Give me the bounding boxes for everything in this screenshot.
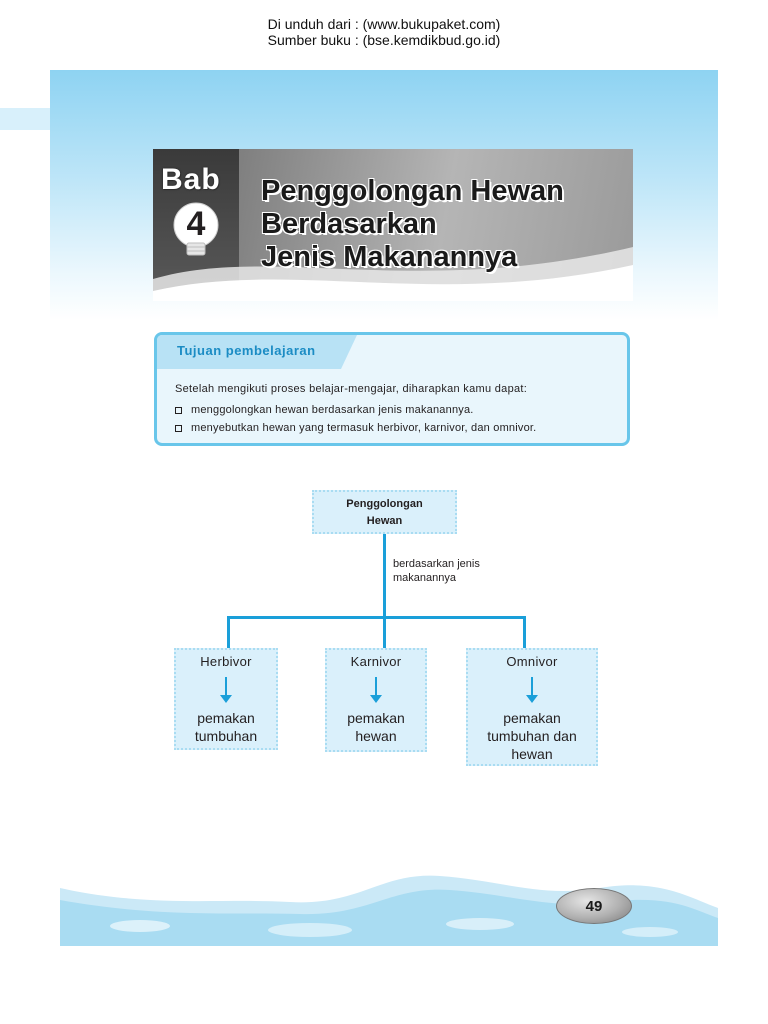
source-line-book: Sumber buku : (bse.kemdikbud.go.id) xyxy=(267,32,501,48)
category-description xyxy=(468,709,596,763)
page-number-badge: 49 xyxy=(556,888,632,924)
chapter-title xyxy=(261,175,631,274)
arrow-down-icon xyxy=(526,677,538,703)
category-node-omnivor xyxy=(466,648,598,766)
chapter-title-line-1: Penggolongan Hewan xyxy=(261,175,564,207)
chapter-title-line-2: Berdasarkan xyxy=(261,208,437,240)
learning-goals-list xyxy=(175,401,536,437)
root-node-line-1: Penggolongan xyxy=(346,498,423,510)
arrow-down-icon xyxy=(370,677,382,703)
list-item xyxy=(175,401,536,419)
category-node-herbivor xyxy=(174,648,278,750)
list-item xyxy=(175,419,536,437)
square-bullet-icon xyxy=(175,425,182,432)
square-bullet-icon xyxy=(175,407,182,414)
learning-goals-box xyxy=(154,332,630,446)
connector-to-omnivor xyxy=(523,616,526,648)
goal-text: menyebutkan hewan yang termasuk herbivor, karnivor, dan omnivor. xyxy=(191,422,537,434)
connector-horizontal xyxy=(227,616,526,619)
connector-vertical-root xyxy=(383,534,386,618)
category-node-karnivor xyxy=(325,648,427,752)
chapter-banner xyxy=(153,149,633,301)
chapter-number: 4 xyxy=(186,205,206,243)
root-node-line-2: Hewan xyxy=(366,515,403,527)
category-desc-line: tumbuhan xyxy=(194,728,258,744)
learning-goals-intro: Setelah mengikuti proses belajar-mengajar, diharapkan kamu dapat: xyxy=(175,383,528,395)
edge-label-line-2: makanannya xyxy=(393,572,456,584)
category-desc-line: hewan xyxy=(355,728,397,744)
category-name: Omnivor xyxy=(506,654,558,669)
chapter-title-line-3: Jenis Makanannya xyxy=(261,241,518,273)
category-desc-line: tumbuhan dan xyxy=(487,728,577,744)
category-description xyxy=(176,709,276,745)
source-note xyxy=(0,16,768,48)
bab-label: Bab xyxy=(161,163,221,196)
category-desc-line: pemakan xyxy=(503,710,561,726)
arrow-down-icon xyxy=(220,677,232,703)
diagram-edge-label xyxy=(393,557,480,585)
edge-tab xyxy=(0,108,50,130)
category-name: Herbivor xyxy=(200,654,252,669)
goal-text: menggolongkan hewan berdasarkan jenis makanannya. xyxy=(191,404,474,416)
category-name: Karnivor xyxy=(350,654,402,669)
source-line-download: Di unduh dari : (www.bukupaket.com) xyxy=(267,16,501,32)
learning-goals-title: Tujuan pembelajaran xyxy=(177,343,316,358)
diagram-root-node xyxy=(312,490,457,534)
connector-to-herbivor xyxy=(227,616,230,648)
connector-to-karnivor xyxy=(383,616,386,648)
root-node-label xyxy=(314,492,455,530)
category-description xyxy=(327,709,425,745)
edge-label-line-1: berdasarkan jenis xyxy=(393,558,480,570)
category-desc-line: hewan xyxy=(511,746,553,762)
category-desc-line: pemakan xyxy=(347,710,405,726)
category-desc-line: pemakan xyxy=(197,710,255,726)
